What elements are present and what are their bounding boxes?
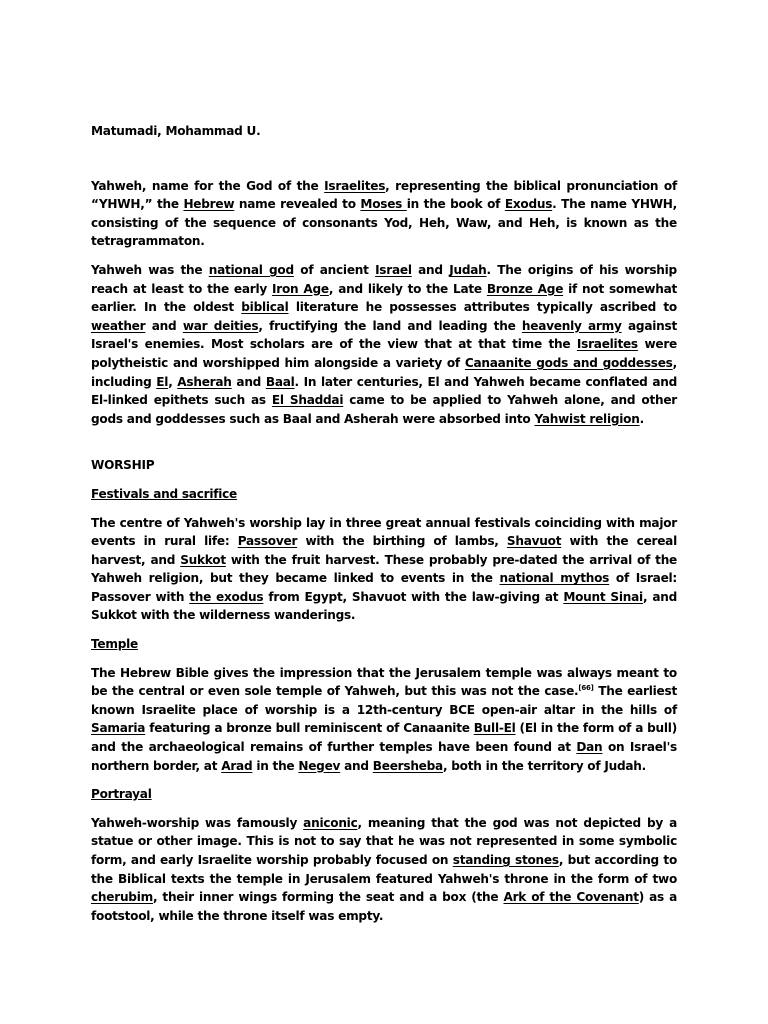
worship-heading: WORSHIP [91,458,155,473]
portrayal-paragraph [91,814,677,926]
link-standing-stones[interactable]: standing stones [452,853,559,867]
text-run: , [168,374,178,389]
link-el-shaddai[interactable]: El Shaddai [271,393,344,408]
text-run: , meaning that the god was not depicted by a statue or other image. This is not to say that he was not represented in some symbolic form, and early Israelite worship probably focused on [91,815,677,867]
text-run: The earliest known Israelite place of worship is a 12th-century BCE open-air altar in the hills of [91,684,677,717]
link-exodus[interactable]: Exodus [504,197,553,212]
text-run: if not somewhat earlier. In the oldest [91,281,678,315]
text-run: came to be applied to Yahweh alone, and other gods and goddesses such as Baal and Asherah were absorbed into [91,393,677,426]
author-line: Matumadi, Mohammad U. [91,124,261,138]
link-national-mythos[interactable]: national mythos [499,571,610,586]
link-national-god[interactable]: national god [208,262,294,277]
temple-heading: Temple [91,637,138,652]
link-israel[interactable]: Israel [375,262,412,277]
text-run: (El in the form of a bull) and the archaeological remains of further temples have been found at [91,721,677,755]
text-run: The Hebrew Bible gives the impression that the Jerusalem temple was always meant to be the central or even sole temple of Yahweh, but this was not the case. [91,665,677,699]
link-dan[interactable]: Dan [576,740,603,755]
link-baal[interactable]: Baal [265,374,295,389]
text-run: . [639,411,644,426]
link-passover[interactable]: Passover [237,534,298,549]
text-run: and [340,758,373,773]
text-run: , both in the territory of Judah. [442,758,646,773]
text-run: of ancient [293,262,376,277]
text-run: from Egypt, Shavuot with the law-giving at [263,589,564,604]
link-arad[interactable]: Arad [221,758,253,773]
origins-paragraph [91,261,677,428]
link-shavuot[interactable]: Shavuot [506,534,562,549]
intro-paragraph [91,177,677,251]
temple-paragraph [91,664,677,776]
text-run: of Israel: Passover with [91,571,678,604]
text-run: and [231,374,266,389]
link-judah[interactable]: Judah [449,262,487,277]
link-aniconic[interactable]: aniconic [303,815,358,830]
link-israelites-2[interactable]: Israelites [576,337,638,352]
link-the-exodus[interactable]: the exodus [189,589,264,604]
text-run: The centre of Yahweh's worship lay in three great annual festivals coinciding with major events in rural life: [91,515,677,549]
text-run: , but according to the Biblical texts the temple in Jerusalem featured Yahweh's throne in the form of two [91,853,678,886]
text-run: . In later centuries, El and Yahweh became conflated and El-linked epithets such as [91,374,677,408]
link-heavenly-army[interactable]: heavenly army [521,318,622,333]
link-biblical[interactable]: biblical [241,300,289,315]
link-weather[interactable]: weather [91,318,146,333]
link-israelites[interactable]: Israelites [324,178,386,193]
text-run: literature he possesses attributes typically ascribed to [288,300,677,315]
festivals-paragraph [91,514,677,626]
text-run: against Israel's enemies. Most scholars are of the view that at that time the [91,318,677,352]
text-run: , and Sukkot with the wilderness wanderings. [91,589,678,623]
text-run: in the book of [406,197,505,212]
text-run: . The name YHWH, consisting of the sequence of consonants Yod, Heh, Waw, and Heh, is known as the tetragrammaton. [91,197,678,249]
text-run: in the [252,758,299,773]
link-mount-sinai[interactable]: Mount Sinai [563,589,643,604]
term-yahweh: Yahweh [91,178,142,193]
text-run: with the cereal harvest, and [91,534,677,567]
link-ark-of-the-covenant[interactable]: Ark of the Covenant [503,890,639,905]
link-el[interactable]: El [156,374,169,389]
festivals-heading: Festivals and sacrifice [91,486,238,501]
text-run: . The origins of his worship reach at least to the early [91,262,677,296]
text-run: ) as a footstool, while the throne itself was empty. [91,890,678,923]
link-samaria[interactable]: Samaria [91,721,146,736]
link-bull-el[interactable]: Bull-El [473,721,516,736]
text-run: Yahweh was the [91,262,209,277]
text-run: , and likely to the Late [328,281,487,296]
text-run: with the birthing of lambs, [297,534,507,549]
link-canaanite-gods[interactable]: Canaanite gods and goddesses [464,355,673,370]
text-run: and [411,262,450,277]
link-iron-age[interactable]: Iron Age [272,281,329,296]
text-run: on Israel's northern border, at [91,740,677,773]
footnote-ref [578,684,593,692]
text-run: featuring a bronze bull reminiscent of Canaanite [145,721,474,736]
text-run: , name for the God of the [141,178,325,193]
text-run: Yahweh-worship was famously [91,815,304,830]
text-run: , including [91,355,677,389]
link-negev[interactable]: Negev [298,758,341,773]
link-asherah[interactable]: Asherah [177,374,232,389]
portrayal-heading: Portrayal [91,787,152,802]
text-run: with the fruit harvest. These probably pre-dated the arrival of the Yahweh religion, but they became linked to events in the [91,552,678,586]
link-yahwist-religion[interactable]: Yahwist religion [534,411,640,426]
link-cherubim[interactable]: cherubim [91,890,153,905]
link-hebrew[interactable]: Hebrew [183,197,235,212]
text-run: were polytheistic and worshipped him alongside a variety of [91,337,677,370]
link-bronze-age[interactable]: Bronze Age [486,281,564,296]
link-beersheba[interactable]: Beersheba [372,758,443,773]
link-war-deities[interactable]: war deities [182,318,259,333]
text-run: , representing the biblical pronunciation of “YHWH,” the [91,178,678,212]
link-moses[interactable]: Moses [360,197,407,212]
footnote-link[interactable]: [66] [578,684,594,693]
link-sukkot[interactable]: Sukkot [180,552,226,567]
text-run: name revealed to [234,197,361,212]
text-run: , fructifying the land and leading the [258,318,522,333]
text-run: , their inner wings forming the seat and a box (the [152,890,504,905]
text-run: and [145,318,183,333]
